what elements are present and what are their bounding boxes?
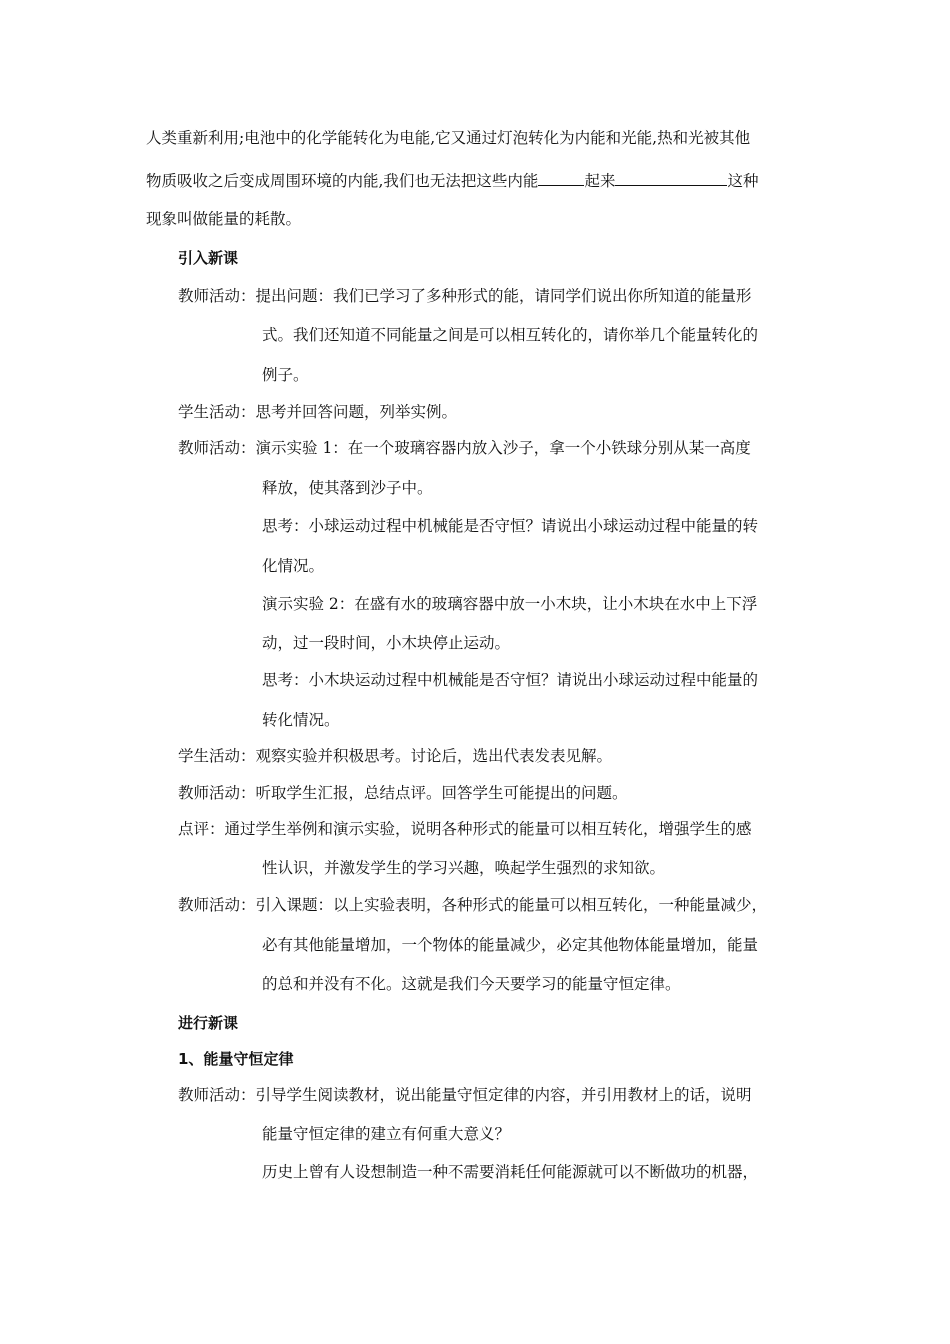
p3-line-3: 思考：小球运动过程中机械能是否守恒？请说出小球运动过程中能量的转 [262,517,759,535]
p3-line-6: 动，过一段时间，小木块停止运动。 [262,634,511,652]
p8-line-2: 能量守恒定律的建立有何重大意义？ [262,1125,511,1143]
role-label: 学生活动： [178,403,256,421]
intro-line-2-part-c: 这种 [727,172,759,190]
role-label: 教师活动： [178,287,256,305]
p1-line-3: 例子。 [262,366,309,384]
role-label: 教师活动： [178,784,256,802]
intro-line-2-part-a: 物质吸收之后变成周围环境的内能,我们也无法把这些内能 [146,172,539,190]
p8-line-3: 历史上曾有人设想制造一种不需要消耗任何能源就可以不断做功的机器， [262,1163,759,1181]
role-label: 教师活动： [178,896,256,914]
fill-blank-2 [615,169,727,186]
p5-text-1: 听取学生汇报，总结点评。回答学生可能提出的问题。 [255,784,628,802]
intro-line-2-part-b: 起来 [584,172,616,190]
subsection-heading: 1、能量守恒定律 [178,1050,294,1068]
p8-text-1: 引导学生阅读教材，说出能量守恒定律的内容，并引用教材上的话，说明 [255,1086,752,1104]
p7-line-3: 的总和并没有不化。这就是我们今天要学习的能量守恒定律。 [262,975,681,993]
p3-line-8: 转化情况。 [262,711,340,729]
p3-line-2: 释放，使其落到沙子中。 [262,479,433,497]
p7-line-2: 必有其他能量增加，一个物体的能量减少，必定其他物体能量增加，能量 [262,936,759,954]
role-label: 点评： [178,820,225,838]
role-label: 学生活动： [178,747,256,765]
p3-line-5: 演示实验 2：在盛有水的玻璃容器中放一小木块，让小木块在水中上下浮 [262,595,758,613]
section-heading-new-lesson: 进行新课 [178,1014,239,1032]
p1-line-2: 式。我们还知道不同能量之间是可以相互转化的，请你举几个能量转化的 [262,326,759,344]
intro-line-2 [146,169,758,191]
section-heading-intro: 引入新课 [178,249,239,267]
p4-line-1 [178,746,612,766]
p6-text-1: 通过学生举例和演示实验，说明各种形式的能量可以相互转化，增强学生的感 [224,820,752,838]
p1-text-1: 提出问题：我们已学习了多种形式的能，请同学们说出你所知道的能量形 [255,287,752,305]
p8-line-1 [178,1085,752,1105]
p1-line-1 [178,286,752,306]
p2-text-1: 思考并回答问题，列举实例。 [255,403,458,421]
p3-line-1 [178,438,751,458]
p5-line-1 [178,783,628,803]
p6-line-2: 性认识，并激发学生的学习兴趣，唤起学生强烈的求知欲。 [262,859,666,877]
p2-line-1 [178,402,457,422]
p6-line-1 [178,819,752,839]
role-label: 教师活动： [178,439,256,457]
p3-line-7: 思考：小木块运动过程中机械能是否守恒？请说出小球运动过程中能量的 [262,671,759,689]
p7-line-1 [178,895,767,915]
intro-line-1: 人类重新利用;电池中的化学能转化为电能,它又通过灯泡转化为内能和光能,热和光被其他 [146,129,751,147]
p3-line-4: 化情况。 [262,557,325,575]
p4-text-1: 观察实验并积极思考。讨论后，选出代表发表见解。 [255,747,613,765]
role-label: 教师活动： [178,1086,256,1104]
intro-line-3: 现象叫做能量的耗散。 [146,210,302,228]
fill-blank-1 [538,169,584,186]
p3-text-1: 演示实验 1：在一个玻璃容器内放入沙子，拿一个小铁球分别从某一高度 [255,439,751,457]
p7-text-1: 引入课题：以上实验表明，各种形式的能量可以相互转化，一种能量减少， [255,896,768,914]
